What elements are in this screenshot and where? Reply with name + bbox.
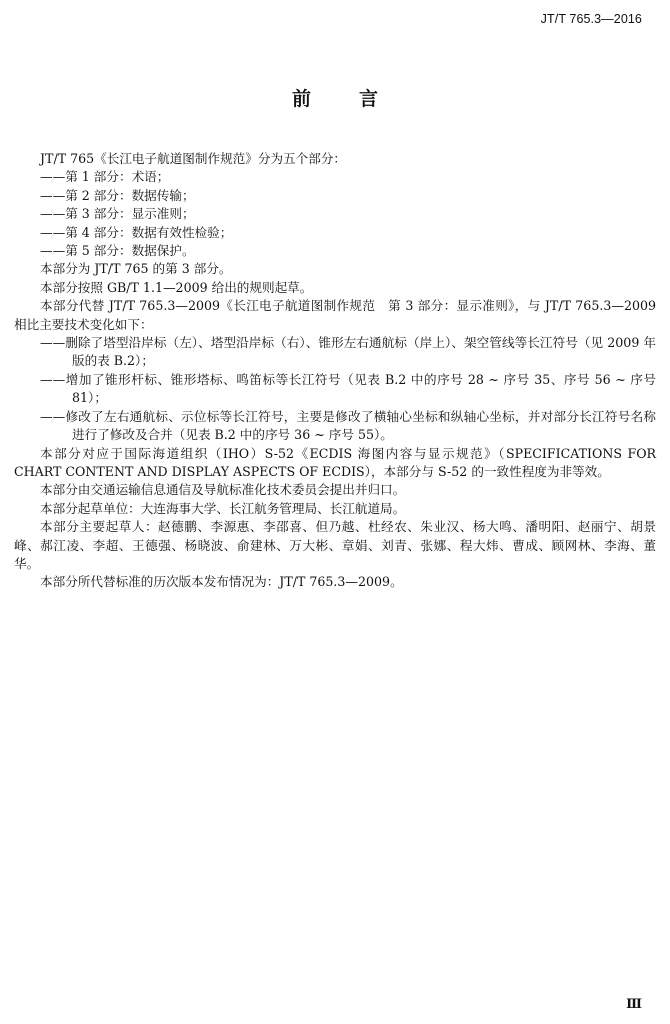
proposed-paragraph: 本部分由交通运输信息通信及导航标准化技术委员会提出并归口。 xyxy=(40,482,406,498)
drafters-paragraph: 本部分主要起草人：赵德鹏、李源惠、李邵喜、但乃越、杜经农、朱业汉、杨大鸣、潘明阳、赵丽宁、胡景峰、郝江凌、李超、王德强、杨晓波、俞建林、万大彬、章娟、刘青、张娜、程大炜、曹成、顾网林、李海、董华。 xyxy=(14,519,656,571)
drafting-units-paragraph: 本部分起草单位：大连海事大学、长江航务管理局、长江航道局。 xyxy=(40,500,406,516)
change-item: ——删除了塔型沿岸标（左）、塔型沿岸标（右）、锥形左右通航标（岸上）、架空管线等长江符号（见 2009 年版的表 B.2）； xyxy=(40,335,656,369)
part-item: ——第 5 部分：数据保护。 xyxy=(40,243,195,259)
page-title: 前言 xyxy=(291,88,426,110)
page-number: Ⅲ xyxy=(626,997,642,1012)
change-item: ——修改了左右通航标、示位标等长江符号，主要是修改了横轴心坐标和纵轴心坐标，并对部分长江符号名称进行了修改及合并（见表 B.2 中的序号 36 ~ 序号 55）。 xyxy=(40,408,656,443)
part-item: ——第 2 部分：数据传输； xyxy=(40,187,195,203)
foreword-body xyxy=(14,150,656,592)
part-item: ——第 1 部分：术语； xyxy=(40,169,170,185)
standard-code: JT/T 765.3—2016 xyxy=(540,12,642,26)
intro-paragraph: JT/T 765《长江电子航道图制作规范》分为五个部分： xyxy=(40,151,347,166)
this-part-paragraph: 本部分为 JT/T 765 的第 3 部分。 xyxy=(40,261,232,277)
history-paragraph: 本部分所代替标准的历次版本发布情况为：JT/T 765.3—2009。 xyxy=(40,574,403,590)
part-item: ——第 4 部分：数据有效性检验； xyxy=(40,224,233,240)
iho-paragraph: 本部分对应于国际海道组织（IHO）S-52《ECDIS 海图内容与显示规范》（SPECIFICATIONS FOR CHART CONTENT AND DISPLAY ASPECTS OF ECDIS），本部分与 S-52 的一致性程度为非等效。 xyxy=(14,445,656,479)
part-item: ——第 3 部分：显示准则； xyxy=(40,206,195,222)
replaces-paragraph: 本部分代替 JT/T 765.3—2009《长江电子航道图制作规范 第 3 部分：显示准则》，与 JT/T 765.3—2009 相比主要技术变化如下： xyxy=(14,298,656,332)
drafted-per-paragraph: 本部分按照 GB/T 1.1—2009 给出的规则起草。 xyxy=(40,279,313,295)
change-item: ——增加了锥形杆标、锥形塔标、鸣笛标等长江符号（见表 B.2 中的序号 28 ~ 序号 35、序号 56 ~ 序号 81）； xyxy=(40,371,656,406)
